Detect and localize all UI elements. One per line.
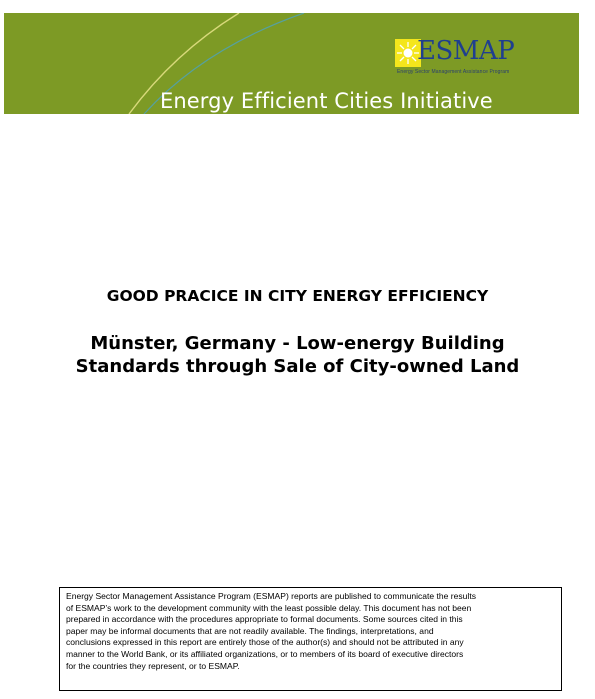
disclaimer-box — [59, 587, 562, 691]
esmap-logo — [395, 36, 525, 79]
header-banner — [4, 13, 579, 114]
disclaimer-line: paper may be informal documents that are not readily available. The findings, interpretations, and — [66, 625, 434, 636]
disclaimer-line: prepared in accordance with the procedures appropriate to formal documents. Some sources cited in this — [66, 614, 463, 625]
logo-name: ESMAP — [417, 36, 515, 66]
document-subtitle — [0, 332, 595, 378]
disclaimer-line: manner to the World Bank, or its affiliated organizations, or to members of its board of executive directors — [66, 648, 464, 659]
disclaimer-line: for the countries they represent, or to ESMAP. — [66, 660, 240, 671]
logo-tagline: Energy Sector Management Assistance Program — [397, 69, 510, 75]
disclaimer-line: of ESMAP’s work to the development community with the least possible delay. This document has not been — [66, 602, 472, 613]
document-heading: GOOD PRACICE IN CITY ENERGY EFFICIENCY — [106, 287, 489, 305]
subtitle-line-1: Münster, Germany - Low-energy Building — [90, 333, 505, 354]
subtitle-line-2: Standards through Sale of City-owned Land — [75, 356, 520, 377]
disclaimer-line: conclusions expressed in this report are entirely those of the author(s) and should not be attributed in any — [66, 637, 464, 648]
disclaimer-line: Energy Sector Management Assistance Program (ESMAP) reports are published to communicate the results — [66, 591, 476, 601]
banner-title: Energy Efficient Cities Initiative — [160, 89, 493, 113]
